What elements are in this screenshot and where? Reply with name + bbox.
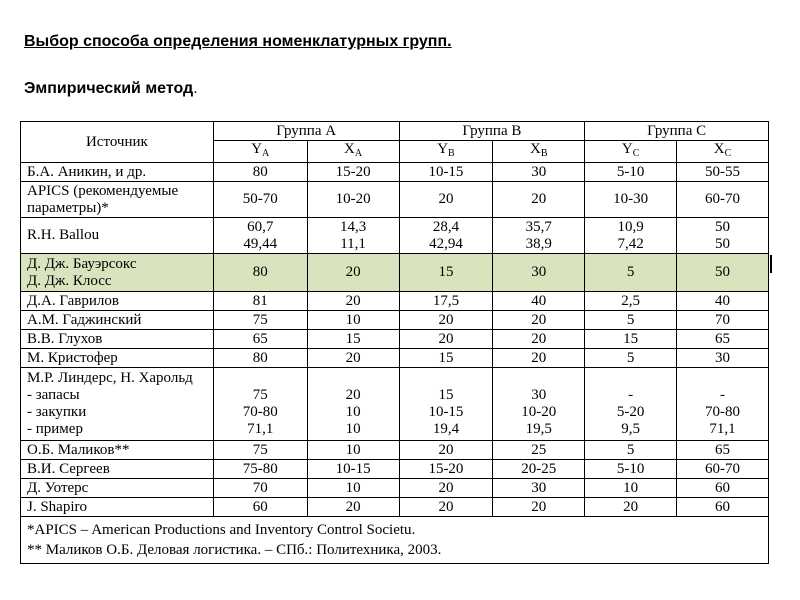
- value-cell: 75: [213, 311, 307, 330]
- group-a-header: Группа А: [213, 122, 399, 141]
- value-cell: 10-15: [399, 163, 493, 182]
- source-cell: J. Shapiro: [21, 498, 214, 517]
- value-cell: 20: [307, 498, 399, 517]
- value-cell: 65: [677, 330, 769, 349]
- value-cell: 5: [585, 254, 677, 292]
- value-cell: 20-25: [493, 460, 585, 479]
- value-cell: 60,7 49,44: [213, 218, 307, 254]
- table-row: [21, 330, 769, 349]
- value-cell: 28,4 42,94: [399, 218, 493, 254]
- value-cell: 20: [307, 349, 399, 368]
- table-row: [21, 311, 769, 330]
- footnote-apics: *APICS – American Productions and Inventory Control Societu.: [27, 522, 416, 538]
- value-cell: 75 70-80 71,1: [213, 368, 307, 441]
- value-cell: 80: [213, 349, 307, 368]
- value-cell: 20: [399, 182, 493, 218]
- value-cell: 20: [493, 498, 585, 517]
- value-cell: 75: [213, 441, 307, 460]
- table-row: [21, 163, 769, 182]
- value-cell: 15 10-15 19,4: [399, 368, 493, 441]
- value-cell: 60-70: [677, 182, 769, 218]
- value-cell: 10,9 7,42: [585, 218, 677, 254]
- value-cell: 65: [213, 330, 307, 349]
- method-subtitle-period: .: [193, 80, 198, 97]
- subheader-yc: $Y_C$: [585, 141, 677, 163]
- value-cell: 80: [213, 254, 307, 292]
- source-cell: М.Р. Линдерс, Н. Харольд - запасы - закупки - пример: [21, 368, 214, 441]
- value-cell: 50: [677, 254, 769, 292]
- source-cell: О.Б. Маликов**: [21, 441, 214, 460]
- table-row: [21, 292, 769, 311]
- value-cell: 75-80: [213, 460, 307, 479]
- footnote-malikov: ** Маликов О.Б. Деловая логистика. – СПб.: Политехника, 2003.: [27, 542, 442, 558]
- source-column-header: Источник: [21, 122, 214, 163]
- value-cell: 5-10: [585, 163, 677, 182]
- value-cell: 60: [677, 479, 769, 498]
- value-cell: 60-70: [677, 460, 769, 479]
- value-cell: 20: [493, 311, 585, 330]
- value-cell: 10: [307, 479, 399, 498]
- nomenclature-groups-table: [20, 121, 769, 564]
- source-cell: Д. Дж. Бауэрсокс Д. Дж. Клосс: [21, 254, 214, 292]
- value-cell: 15: [399, 254, 493, 292]
- value-cell: 60: [213, 498, 307, 517]
- subheader-ya: $Y_A$: [213, 141, 307, 163]
- value-cell: 5: [585, 311, 677, 330]
- value-cell: 20: [493, 330, 585, 349]
- table-row: [21, 349, 769, 368]
- value-cell: 10: [307, 441, 399, 460]
- footnotes: [21, 517, 769, 564]
- value-cell: 20: [307, 254, 399, 292]
- value-cell: 30: [493, 163, 585, 182]
- table-row: [21, 254, 769, 292]
- value-cell: 20: [585, 498, 677, 517]
- table-row: [21, 498, 769, 517]
- source-cell: APICS (рекомендуемые параметры)*: [21, 182, 214, 218]
- method-subtitle: [24, 80, 198, 98]
- value-cell: 65: [677, 441, 769, 460]
- value-cell: 35,7 38,9: [493, 218, 585, 254]
- value-cell: 10-15: [307, 460, 399, 479]
- value-cell: 50-70: [213, 182, 307, 218]
- source-cell: В.И. Сергеев: [21, 460, 214, 479]
- subheader-xc: $X_C$: [677, 141, 769, 163]
- table-row: [21, 218, 769, 254]
- value-cell: 81: [213, 292, 307, 311]
- value-cell: 17,5: [399, 292, 493, 311]
- value-cell: 10: [585, 479, 677, 498]
- source-cell: А.М. Гаджинский: [21, 311, 214, 330]
- value-cell: 15-20: [307, 163, 399, 182]
- value-cell: 2,5: [585, 292, 677, 311]
- value-cell: 40: [493, 292, 585, 311]
- value-cell: - 70-80 71,1: [677, 368, 769, 441]
- group-b-header: Группа В: [399, 122, 585, 141]
- table-row: [21, 460, 769, 479]
- method-subtitle-text: Эмпирический метод: [24, 80, 194, 97]
- source-cell: Д.А. Гаврилов: [21, 292, 214, 311]
- table-row: [21, 479, 769, 498]
- value-cell: 20: [493, 182, 585, 218]
- value-cell: 15-20: [399, 460, 493, 479]
- value-cell: 20: [493, 349, 585, 368]
- table-row: [21, 182, 769, 218]
- value-cell: 20: [399, 330, 493, 349]
- source-cell: R.H. Ballou: [21, 218, 214, 254]
- value-cell: 14,3 11,1: [307, 218, 399, 254]
- source-cell: В.В. Глухов: [21, 330, 214, 349]
- value-cell: 30: [493, 254, 585, 292]
- value-cell: 5: [585, 349, 677, 368]
- value-cell: 15: [585, 330, 677, 349]
- value-cell: 80: [213, 163, 307, 182]
- subheader-xa: $X_A$: [307, 141, 399, 163]
- value-cell: 50-55: [677, 163, 769, 182]
- value-cell: 70: [677, 311, 769, 330]
- value-cell: 20: [399, 498, 493, 517]
- value-cell: 5-10: [585, 460, 677, 479]
- value-cell: 30: [493, 479, 585, 498]
- value-cell: - 5-20 9,5: [585, 368, 677, 441]
- subheader-yb: $Y_B$: [399, 141, 493, 163]
- value-cell: 10: [307, 311, 399, 330]
- value-cell: 5: [585, 441, 677, 460]
- value-cell: 20: [307, 292, 399, 311]
- source-cell: Д. Уотерс: [21, 479, 214, 498]
- table-row: [21, 441, 769, 460]
- source-cell: Б.А. Аникин, и др.: [21, 163, 214, 182]
- value-cell: 20: [399, 479, 493, 498]
- value-cell: 10-20: [307, 182, 399, 218]
- subheader-xb: $X_B$: [493, 141, 585, 163]
- value-cell: 15: [307, 330, 399, 349]
- text-cursor-marker: [770, 255, 772, 273]
- value-cell: 15: [399, 349, 493, 368]
- value-cell: 10-30: [585, 182, 677, 218]
- value-cell: 25: [493, 441, 585, 460]
- value-cell: 20: [399, 311, 493, 330]
- value-cell: 30 10-20 19,5: [493, 368, 585, 441]
- value-cell: 20: [399, 441, 493, 460]
- source-cell: М. Кристофер: [21, 349, 214, 368]
- value-cell: 60: [677, 498, 769, 517]
- value-cell: 40: [677, 292, 769, 311]
- value-cell: 30: [677, 349, 769, 368]
- table-row: [21, 368, 769, 441]
- value-cell: 20 10 10: [307, 368, 399, 441]
- value-cell: 70: [213, 479, 307, 498]
- group-c-header: Группа С: [585, 122, 769, 141]
- value-cell: 50 50: [677, 218, 769, 254]
- page-title: Выбор способа определения номенклатурных групп.: [24, 33, 452, 50]
- table-body: [21, 163, 769, 517]
